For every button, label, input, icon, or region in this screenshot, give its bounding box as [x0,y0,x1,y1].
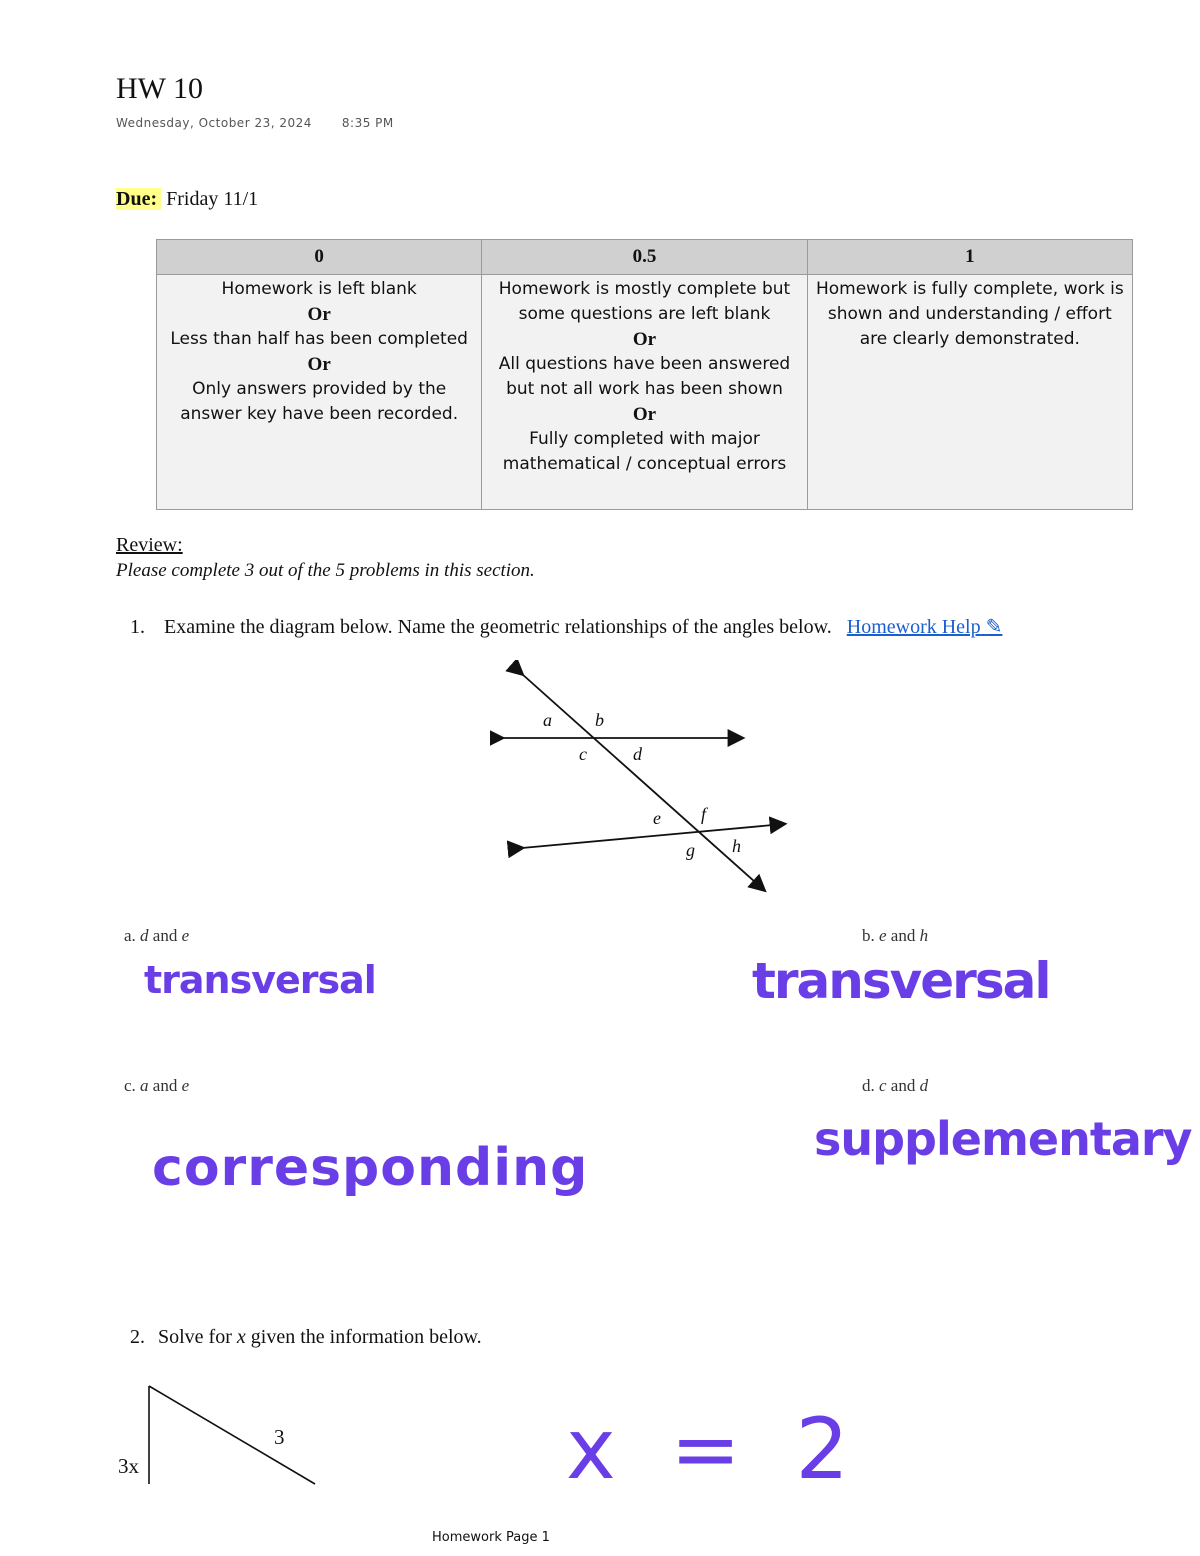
rubric-table [156,239,1133,510]
handwritten-answer-c: corresponding [152,1138,589,1198]
angle-label: b [595,710,604,730]
rubric-text: Only answers provided by the answer key have been recorded. [180,379,459,424]
angle-label: g [686,840,695,860]
link-label: Homework Help [846,616,981,638]
time: 8:35 PM [341,116,394,130]
rubric-text: Homework is left blank [221,279,417,299]
part-letter: d. [862,1076,875,1095]
question-text: Examine the diagram below. Name the geometric relationships of the angles below. [164,616,832,638]
question-number: 2. [130,1326,145,1348]
angle-label: f [701,804,707,824]
handwritten-answer-b: transversal [752,952,1050,1010]
rubric-or: Or [307,304,331,325]
transversal-line [522,674,764,890]
rubric-header: 0.5 [482,240,807,275]
part-and: and [152,926,178,945]
triangle-diagram [110,1378,330,1488]
rubric-header-row [157,240,1133,275]
page-title: HW 10 [116,72,203,105]
angle-label: h [732,836,741,856]
part-and: and [152,1076,178,1095]
due-line [116,188,258,211]
rubric-body-row [157,275,1133,510]
rubric-text: Homework is fully complete, work is shown and understanding / effort are clearly demonstrated. [815,279,1124,349]
handwritten-answer-d: supplementary [814,1112,1192,1166]
rubric-text: Homework is mostly complete but some questions are left blank [498,279,791,324]
question-number: 1. [130,616,145,638]
rubric-cell-0 [157,275,482,510]
review-heading: Review: [116,534,183,556]
part-letter: c. [124,1076,136,1095]
part-var: e [181,926,190,945]
question-2 [130,1326,482,1349]
review-instructions: Please complete 3 out of the 5 problems in this section. [116,560,535,581]
homework-help-link[interactable] [847,616,1003,638]
part-letter: b. [862,926,875,945]
rubric-or: Or [632,329,657,350]
handwritten-answer-q2: x = 2 [566,1400,863,1498]
rubric-header: 0 [157,240,482,275]
part-var: e [181,1076,190,1095]
page-footer: Homework Page 1 [432,1530,550,1545]
rubric-text: Fully completed with major mathematical / conceptual errors [502,429,787,474]
transversal-diagram [490,660,800,900]
side-label: 3x [118,1454,139,1478]
due-label: Due: [116,188,161,210]
part-b-label [862,926,928,946]
date: Wednesday, October 23, 2024 [116,116,312,130]
hypotenuse-label: 3 [274,1425,285,1449]
rubric-text: Less than half has been completed [170,329,468,349]
question-var: x [236,1326,246,1348]
part-and: and [890,926,916,945]
question-1 [130,614,1002,639]
rubric-or: Or [632,404,657,425]
rubric-cell-1 [482,275,807,510]
triangle-hypotenuse [149,1386,315,1484]
part-var: d [140,926,149,945]
angle-label: e [653,808,661,828]
part-var: d [919,1076,929,1095]
part-letter: a. [124,926,136,945]
angle-label: d [633,744,642,764]
part-and: and [890,1076,916,1095]
rubric-header: 1 [807,240,1132,275]
rubric-or: Or [307,354,331,375]
timestamp [116,116,394,130]
rubric-text: All questions have been answered but not all work has been shown [498,354,791,399]
handwritten-answer-a: transversal [144,958,376,1002]
due-value: Friday 11/1 [166,188,259,210]
part-var: h [919,926,929,945]
question-text: Solve for [158,1326,232,1348]
angle-label: c [579,744,587,764]
rubric-cell-2 [807,275,1132,510]
part-a-label [124,926,189,946]
part-var: c [879,1076,887,1095]
part-c-label [124,1076,189,1096]
part-d-label [862,1076,928,1096]
part-var: e [879,926,887,945]
question-text: given the information below. [250,1326,482,1348]
part-var: a [140,1076,149,1095]
pencil-icon: ✎ [985,616,1003,638]
angle-label: a [543,710,552,730]
